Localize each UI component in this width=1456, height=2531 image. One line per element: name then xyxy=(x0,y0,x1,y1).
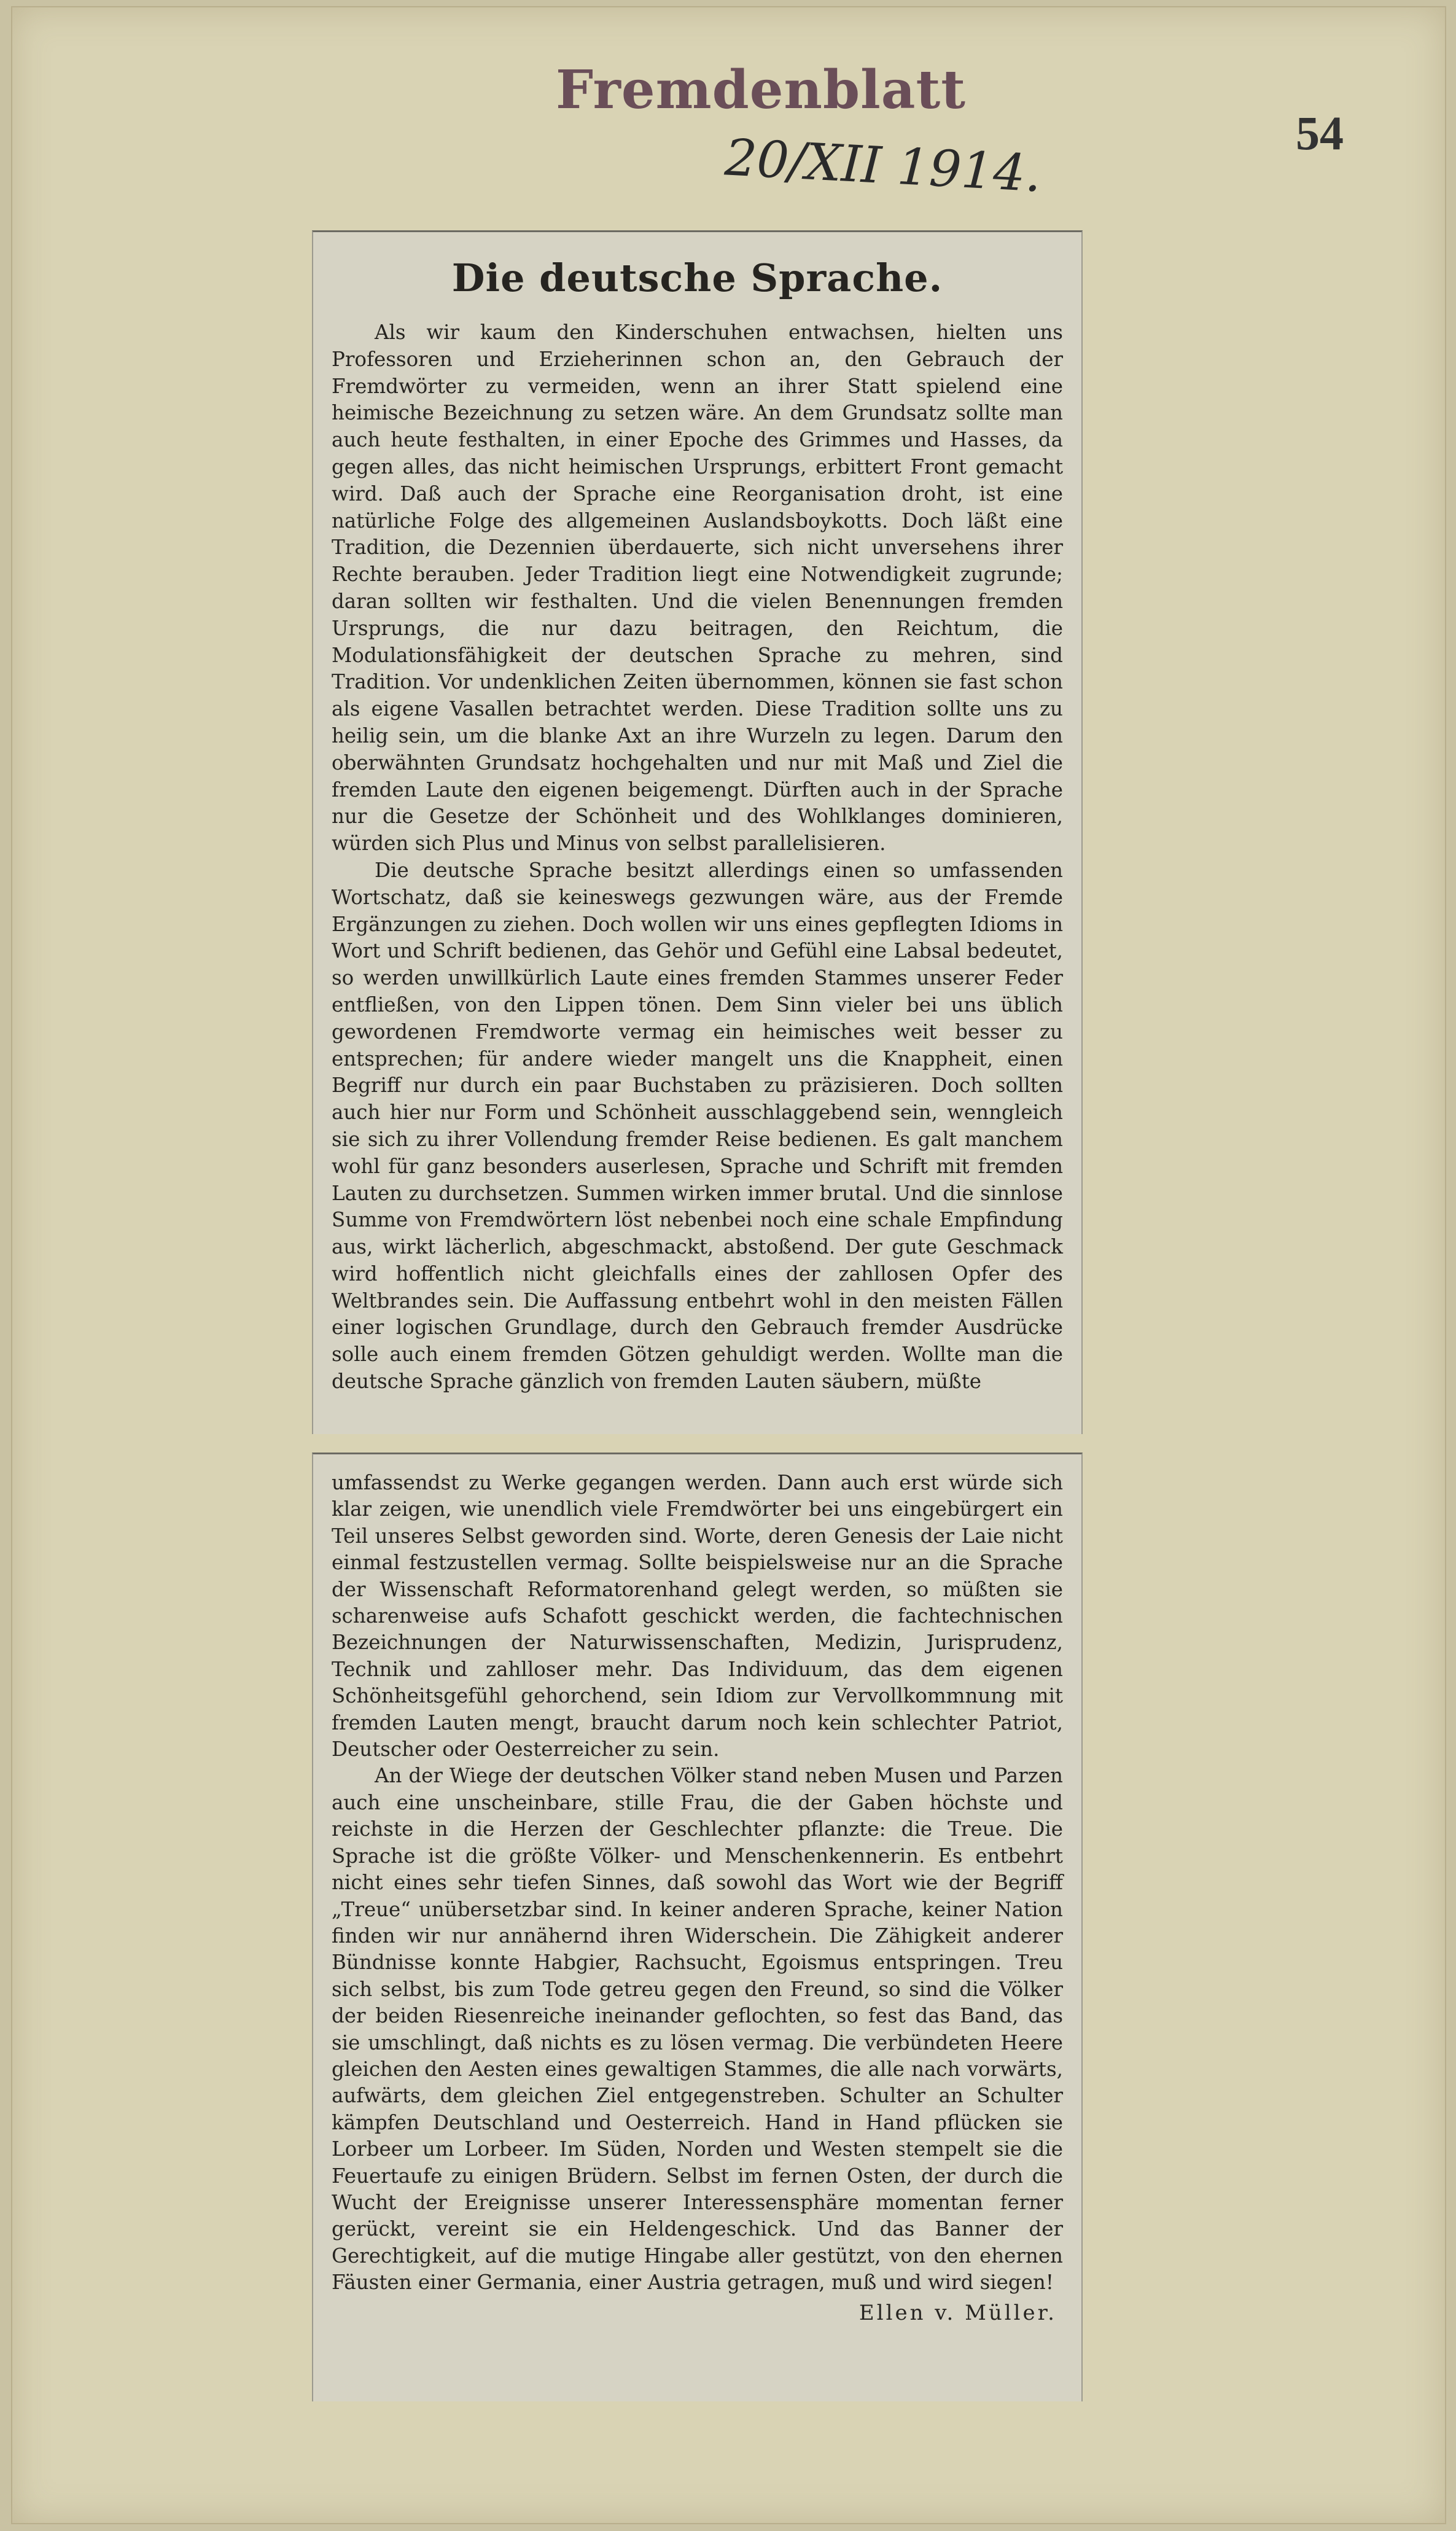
folio-number: 54 xyxy=(1296,106,1344,160)
clipping-upper xyxy=(312,230,1083,1434)
paragraph: Als wir kaum den Kinderschuhen entwachsen, hielten uns Professoren und Erzieherinnen schon an, den Gebrauch der Fremdwörter zu vermeiden, wenn an ihrer Statt spielend eine heimische Bezeichnung zu setzen wäre. An dem Grundsatz sollte man auch heute festhalten, in einer Epoche des Grimmes und Hasses, da gegen alles, das nicht heimischen Ursprungs, erbittert Front gemacht wird. Daß auch der Sprache eine Reorganisation droht, ist eine natürliche Folge des allgemeinen Auslandsboykotts. Doch läßt eine Tradition, die Dezennien überdauerte, sich nicht unversehens ihrer Rechte berauben. Jeder Tradition liegt eine Notwendigkeit zugrunde; daran sollten wir festhalten. Und die vielen Benennungen fremden Ursprungs, die nur dazu beitragen, den Reichtum, die Modulationsfähigkeit der deutschen Sprache zu mehren, sind Tradition. Vor undenklichen Zeiten übernommen, können sie fast schon als eigene Vasallen betrachtet werden. Diese Tradition sollte uns zu heilig sein, um die blanke Axt an ihre Wurzeln zu legen. Darum den oberwähnten Grundsatz hochgehalten und nur mit Maß und Ziel die fremden Laute den eigenen beigemengt. Dürften auch in der Sprache nur die Gesetze der Schönheit und des Wohlklanges dominieren, würden sich Plus und Minus von selbst parallelisieren. xyxy=(332,321,1063,856)
clipping-lower xyxy=(312,1453,1083,2401)
newspaper-stamp: Fremdenblatt xyxy=(556,59,966,121)
handwritten-date: 20/XII 1914. xyxy=(723,128,1043,204)
author-signature: Ellen v. Müller. xyxy=(858,2300,1057,2325)
paragraph: Die deutsche Sprache besitzt allerdings einen so umfassenden Wortschatz, daß sie keineswegs gezwungen wäre, aus der Fremde Ergänzungen zu ziehen. Doch wollen wir uns eines gepflegten Idioms in Wort und Schrift bedienen, das Gehör und Gefühl eine Labsal bedeutet, so werden unwillkürlich Laute eines fremden Stammes unserer Feder entfließen, von den Lippen tönen. Dem Sinn vieler bei uns üblich gewordenen Fremdworte vermag ein heimisches weit besser zu entsprechen; für andere wieder mangelt uns die Knappheit, einen Begriff nur durch ein paar Buchstaben zu präzisieren. Doch sollten auch hier nur Form und Schönheit ausschlaggebend sein, wenngleich sie sich zu ihrer Vollendung fremder Reise bedienen. Es galt manchem wohl für ganz besonders auserlesen, Sprache und Schrift mit fremden Lauten zu durchsetzen. Summen wirken immer brutal. Und die sinnlose Summe von Fremdwörtern löst nebenbei noch eine schale Empfindung aus, wirkt lächerlich, abgeschmackt, abstoßend. Der gute Geschmack wird hoffentlich nicht gleichfalls eines der zahllosen Opfer des Weltbrandes sein. Die Auffassung entbehrt wohl in den meisten Fällen einer logischen Grundlage, durch den Gebrauch fremder Ausdrücke solle auch einem fremden Götzen gehuldigt werden. Wollte man die deutsche Sprache gänzlich von fremden Lauten säubern, müßte xyxy=(332,858,1063,1394)
paragraph: umfassendst zu Werke gegangen werden. Dann auch erst würde sich klar zeigen, wie unendlich viele Fremdwörter bei uns eingebürgert ein Teil unseres Selbst geworden sind. Worte, deren Genesis der Laie nicht einmal festzustellen vermag. Sollte beispielsweise nur an die Sprache der Wissenschaft Reformatorenhand gelegt werden, so müßten sie scharenweise aufs Schafott geschickt werden, die fachtechnischen Bezeichnungen der Naturwissenschaften, Medizin, Jurisprudenz, Technik und zahlloser mehr. Das Individuum, das dem eigenen Schönheitsgefühl gehorchend, sein Idiom zur Vervollkommnung mit fremden Lauten mengt, braucht darum noch kein schlechter Patriot, Deutscher oder Oesterreicher zu sein. xyxy=(332,1471,1063,1761)
article-title: Die deutsche Sprache. xyxy=(451,255,943,300)
paragraph: An der Wiege der deutschen Völker stand neben Musen und Parzen auch eine unscheinbare, stille Frau, die der Gaben höchste und reichste in die Herzen der Geschlechter pflanzte: die Treue. Die Sprache ist die größte Völker- und Menschenkennerin. Es entbehrt nicht eines sehr tiefen Sinnes, daß sowohl das Wort wie der Begriff „Treue“ unübersetzbar sind. In keiner anderen Sprache, keiner Nation finden wir nur annähernd ihren Widerschein. Die Zähigkeit anderer Bündnisse konnte Habgier, Rachsucht, Egoismus entspringen. Treu sich selbst, bis zum Tode getreu gegen den Freund, so sind die Völker der beiden Riesenreiche ineinander geflochten, so fest das Band, das sie umschlingt, daß nichts es zu lösen vermag. Die verbündeten Heere gleichen den Aesten eines gewaltigen Stammes, die alle nach vorwärts, aufwärts, dem gleichen Ziel entgegenstreben. Schulter an Schulter kämpfen Deutschland und Oesterreich. Hand in Hand pflücken sie Lorbeer um Lorbeer. Im Süden, Norden und Westen stempelt sie die Feuertaufe zu einigen Brüdern. Selbst im fernen Osten, der durch die Wucht der Ereignisse unserer Interessensphäre momentan ferner gerückt, vereint sie ein Heldengeschick. Und das Banner der Gerechtigkeit, auf die mutige Hingabe aller gestützt, von den ehernen Fäusten einer Germania, einer Austria getragen, muß und wird siegen! xyxy=(332,1764,1063,2295)
